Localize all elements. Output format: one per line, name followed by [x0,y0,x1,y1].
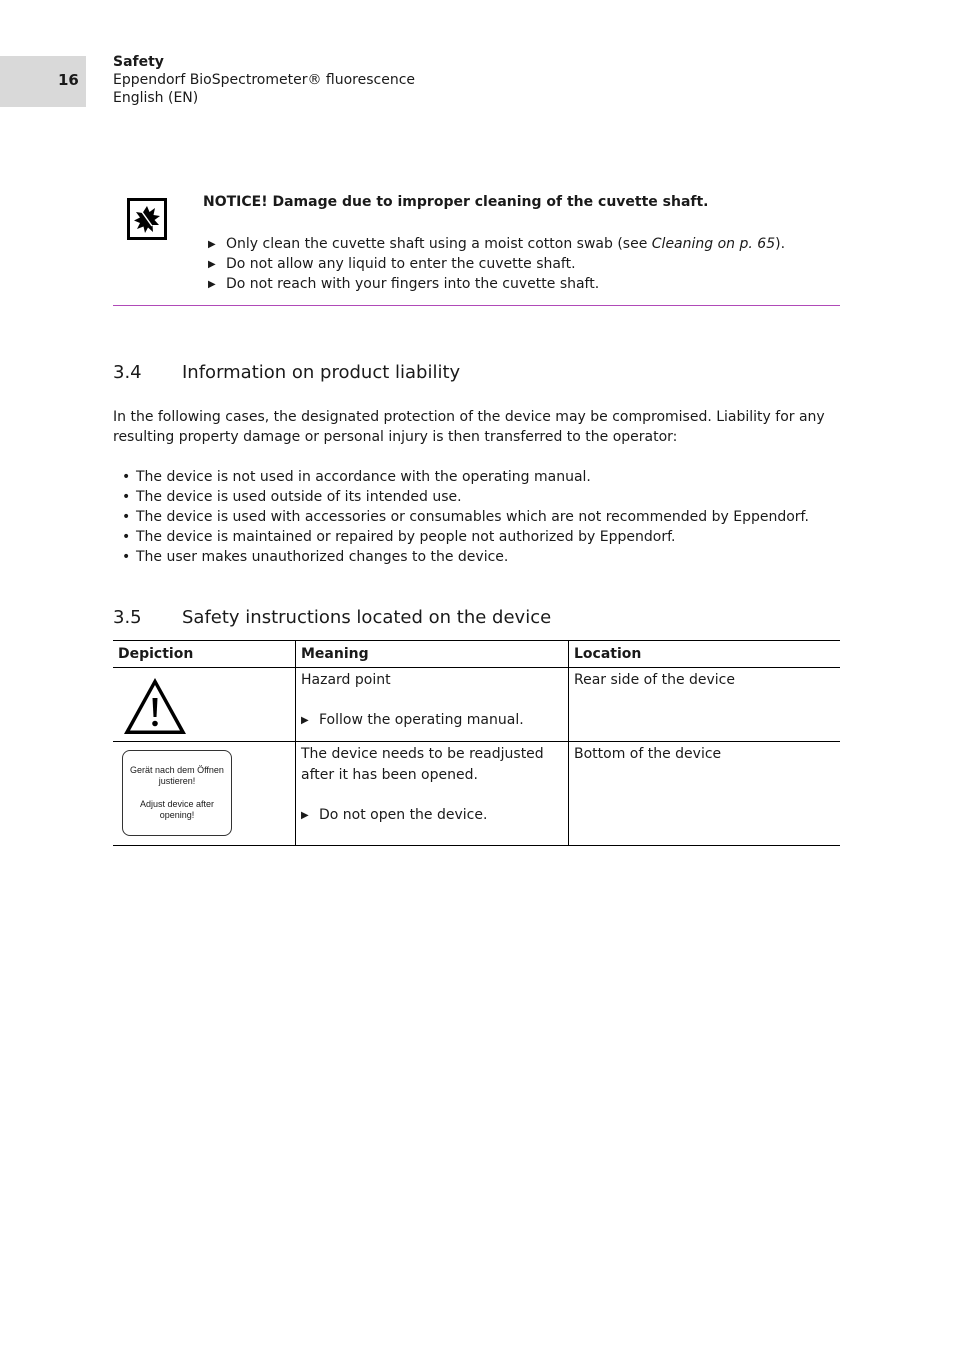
notice-item [208,234,785,254]
running-header [113,53,415,107]
liability-paragraph: In the following cases, the designated protection of the device may be compromised. Liability for any resulting property damage or personal injury is then transferred to the operator: [113,409,825,445]
table-row [113,742,840,846]
list-item-text: The user makes unauthorized changes to the device. [136,549,509,565]
location-cell: Rear side of the device [569,668,841,742]
notice-list [208,234,785,294]
triangle-bullet-icon: ▶ [208,279,216,290]
cross-reference-link[interactable]: Cleaning on p. 65 [651,236,776,252]
section-number: 3.5 [113,607,142,628]
section-heading-3-5 [113,607,551,628]
label-text-english: Adjust device after opening! [139,799,215,820]
triangle-bullet-icon: ▶ [301,715,309,726]
safety-labels-table [113,640,840,846]
section-heading-3-4 [113,362,460,383]
notice-item-end: ). [775,236,786,252]
meaning-cell [296,668,569,742]
list-item: • The device is maintained or repaired by people not authorized by Eppendorf. [122,529,676,545]
list-item-text: The device is not used in accordance with the operating manual. [136,469,591,485]
list-item-text: The device is used with accessories or consumables which are not recommended by Eppendorf. [136,509,809,525]
instruction-text: Follow the operating manual. [319,712,524,728]
label-text-german: Gerät nach dem Öffnen justieren! [130,765,224,786]
meaning-text: Hazard point [301,672,391,688]
column-header-meaning: Meaning [296,641,569,668]
location-cell: Bottom of the device [569,742,841,846]
meaning-text: The device needs to be readjusted after it has been opened. [301,746,544,783]
column-header-location: Location [569,641,841,668]
list-item-text: The device is maintained or repaired by people not authorized by Eppendorf. [136,529,676,545]
triangle-bullet-icon: ▶ [208,239,216,250]
device-label-sticker [122,750,232,836]
notice-item-text: Only clean the cuvette shaft using a moist cotton swab (see [226,236,652,252]
notice-divider [113,305,840,306]
header-section: Safety [113,54,164,70]
meaning-cell [296,742,569,846]
list-item: • The device is used with accessories or consumables which are not recommended by Eppendorf. [122,509,809,525]
depiction-cell [113,668,296,742]
table-header-row [113,641,840,668]
list-item: • The user makes unauthorized changes to the device. [122,549,509,565]
column-header-depiction: Depiction [113,641,296,668]
instruction-item [301,710,563,731]
section-number: 3.4 [113,362,142,383]
depiction-cell [113,742,296,846]
notice-item [208,274,785,294]
notice-item [208,254,785,274]
list-item: • The device is used outside of its intended use. [122,489,462,505]
section-title: Information on product liability [182,362,461,383]
header-product: Eppendorf BioSpectrometer® fluorescence [113,72,416,88]
page-number: 16 [58,71,79,89]
instruction-item [301,805,563,826]
table-row [113,668,840,742]
list-item: • The device is not used in accordance with the operating manual. [122,469,591,485]
notice-item-text: Do not reach with your fingers into the cuvette shaft. [226,276,600,292]
liability-list [122,467,809,567]
header-language: English (EN) [113,90,199,106]
section-title: Safety instructions located on the device [182,607,552,628]
triangle-bullet-icon: ▶ [208,259,216,270]
warning-triangle-icon [122,676,188,736]
notice-item-text: Do not allow any liquid to enter the cuvette shaft. [226,256,576,272]
notice-damage-icon [127,198,167,240]
instruction-text: Do not open the device. [319,807,488,823]
triangle-bullet-icon: ▶ [301,810,309,821]
notice-title: NOTICE! Damage due to improper cleaning of the cuvette shaft. [203,194,709,210]
list-item-text: The device is used outside of its intended use. [136,489,462,505]
